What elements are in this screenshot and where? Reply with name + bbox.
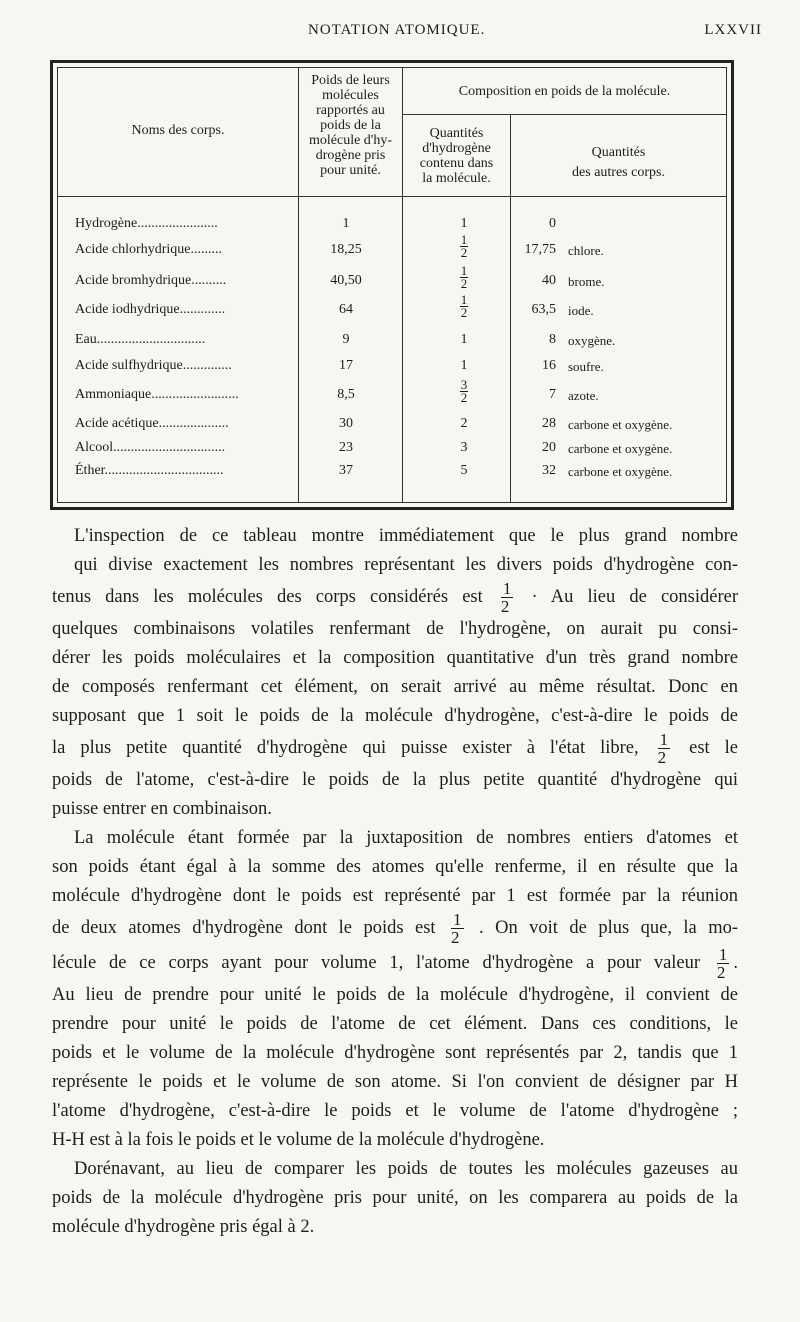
hydrogen-quantity <box>414 234 514 259</box>
table-row <box>58 438 726 460</box>
header-others <box>511 143 726 183</box>
text-line: prendre pour unité le poids de l'atome de cet élément. Dans ces conditions, le <box>52 1014 738 1034</box>
compound-name: Hydrogène....................... <box>75 216 218 231</box>
fraction-one-half <box>658 731 671 766</box>
text-line: poids et le volume de la molécule d'hydrogène sont représentés par 2, tandis que 1 <box>52 1043 738 1063</box>
other-quantity: 7 <box>549 387 556 402</box>
text-segment: . <box>733 952 738 973</box>
other-element-name: iode. <box>568 303 594 318</box>
header-hydrogen-line: Quantités <box>429 126 484 141</box>
molecular-weight: 23 <box>339 440 353 455</box>
molecular-weight: 64 <box>339 302 353 317</box>
other-quantity: 8 <box>549 332 556 347</box>
text-segment: · Au lieu de considérer <box>531 586 738 607</box>
running-title: NOTATION ATOMIQUE. <box>308 22 486 38</box>
text-line: l'atome d'hydrogène, c'est-à-dire le poids et le volume de l'atome d'hydrogène ; <box>52 1101 738 1121</box>
molecular-weight: 17 <box>339 358 353 373</box>
compound-name: Acide sulfhydrique.............. <box>75 358 232 373</box>
header-weight-line: rapportés au <box>316 103 385 118</box>
other-element-name: carbone et oxygène. <box>568 417 673 432</box>
header-names: Noms des corps. <box>131 123 225 138</box>
running-header <box>0 22 800 46</box>
text-line <box>52 580 738 615</box>
header-weight-line: drogène pris <box>315 148 386 163</box>
header-weight-line: molécule d'hy- <box>309 133 392 148</box>
compound-name: Acide bromhydrique.......... <box>75 273 227 288</box>
molecular-weight: 18,25 <box>330 242 362 257</box>
text-line: puisse entrer en combinaison. <box>52 799 272 819</box>
fraction-denominator: 2 <box>657 748 667 767</box>
text-line <box>52 946 738 981</box>
hydrogen-quantity: 3 <box>460 440 468 455</box>
header-hydrogen <box>403 126 510 186</box>
header-weight-line: Poids de leurs <box>311 73 390 88</box>
fraction-one-half <box>451 911 464 946</box>
molecular-weight: 30 <box>339 416 353 431</box>
other-element-name: azote. <box>568 388 599 403</box>
table-row <box>58 414 726 436</box>
hydrogen-fraction <box>460 379 469 404</box>
other-quantity: 0 <box>549 216 556 231</box>
molecular-weight: 9 <box>342 332 350 347</box>
fraction-denominator: 2 <box>460 245 468 260</box>
text-line: son poids étant égal à la somme des atomes qu'elle renferme, il en résulte que la <box>52 857 738 877</box>
other-element-name: brome. <box>568 274 605 289</box>
other-quantity: 63,5 <box>531 302 556 317</box>
molecular-weight: 37 <box>339 463 353 478</box>
header-others-line: Quantités <box>591 145 646 160</box>
fraction-numerator: 1 <box>718 945 728 964</box>
other-element-name: oxygène. <box>568 333 616 348</box>
hydrogen-fraction <box>460 294 469 319</box>
fraction-numerator: 1 <box>460 232 468 247</box>
header-rule <box>58 196 726 197</box>
other-quantity: 20 <box>542 440 556 455</box>
composition-table <box>50 60 734 510</box>
hydrogen-quantity <box>414 294 514 319</box>
table-row <box>58 263 726 293</box>
hydrogen-fraction <box>460 265 469 290</box>
other-quantity: 16 <box>542 358 556 373</box>
header-weight-line: pour unité. <box>320 163 381 178</box>
fraction-denominator: 2 <box>716 963 726 982</box>
paragraph <box>52 522 738 824</box>
table-row <box>58 292 726 322</box>
compound-name: Éther.................................. <box>75 463 224 478</box>
text-segment: lécule de ce corps ayant pour volume 1, l'atome d'hydrogène a pour valeur <box>52 952 701 973</box>
table-row <box>58 356 726 378</box>
other-quantity: 32 <box>542 463 556 478</box>
header-others-line: des autres corps. <box>572 165 665 180</box>
hydrogen-quantity: 5 <box>460 463 468 478</box>
compound-name: Acide iodhydrique............. <box>75 302 226 317</box>
table-row <box>58 330 726 352</box>
other-quantity: 28 <box>542 416 556 431</box>
fraction-numerator: 1 <box>659 730 669 749</box>
text-segment: de deux atomes d'hydrogène dont le poids est <box>52 917 436 938</box>
page-number: LXXVII <box>704 22 762 38</box>
hydrogen-quantity: 1 <box>460 332 468 347</box>
fraction-numerator: 1 <box>460 263 468 278</box>
compound-name: Eau............................... <box>75 332 206 347</box>
header-hydrogen-line: la molécule. <box>422 171 491 186</box>
text-line: représente le poids et le volume de son atome. Si l'on convient de désigner par H <box>52 1072 738 1092</box>
paragraph <box>52 1155 738 1242</box>
text-line: qui divise exactement les nombres représentant les divers poids d'hydrogène con- <box>74 555 738 575</box>
other-element-name: chlore. <box>568 243 604 258</box>
hydrogen-quantity: 1 <box>460 358 468 373</box>
fraction-denominator: 2 <box>460 390 468 405</box>
compound-name: Ammoniaque......................... <box>75 387 239 402</box>
text-line: poids de l'atome, c'est-à-dire le poids de la plus petite quantité d'hydrogène qui <box>52 770 738 790</box>
table-inner-frame <box>57 67 727 503</box>
text-segment: la plus petite quantité d'hydrogène qui puisse exister à l'état libre, <box>52 737 639 758</box>
paragraph <box>52 824 738 1155</box>
text-line: La molécule étant formée par la juxtaposition de nombres entiers d'atomes et <box>74 828 738 848</box>
hydrogen-quantity: 1 <box>460 216 468 231</box>
other-quantity: 40 <box>542 273 556 288</box>
body-text <box>52 522 738 1242</box>
text-line: Au lieu de prendre pour unité le poids de la molécule d'hydrogène, il convient de <box>52 985 738 1005</box>
fraction-denominator: 2 <box>460 305 468 320</box>
text-line: dérer les poids moléculaires et la composition quantitative d'un très grand nombre <box>52 648 738 668</box>
text-line: H-H est à la fois le poids et le volume de la molécule d'hydrogène. <box>52 1130 545 1150</box>
compound-name: Alcool................................ <box>75 440 226 455</box>
hydrogen-quantity: 2 <box>460 416 468 431</box>
molecular-weight: 40,50 <box>330 273 362 288</box>
other-element-name: carbone et oxygène. <box>568 441 673 456</box>
compound-name: Acide acétique.................... <box>75 416 229 431</box>
hydrogen-quantity <box>414 379 514 404</box>
text-line: L'inspection de ce tableau montre immédiatement que le plus grand nombre <box>74 526 738 546</box>
hydrogen-fraction <box>460 234 469 259</box>
other-quantity: 17,75 <box>524 242 556 257</box>
fraction-denominator: 2 <box>460 276 468 291</box>
fraction-one-half <box>717 946 730 981</box>
fraction-numerator: 1 <box>460 292 468 307</box>
header-weight <box>299 73 402 178</box>
other-element-name: carbone et oxygène. <box>568 464 673 479</box>
text-line <box>52 911 738 946</box>
molecular-weight: 1 <box>342 216 350 231</box>
hydrogen-quantity <box>414 265 514 290</box>
header-hydrogen-line: d'hydrogène <box>422 141 491 156</box>
molecular-weight: 8,5 <box>337 387 355 402</box>
header-composition: Composition en poids de la molécule. <box>458 84 671 99</box>
table-row <box>58 377 726 407</box>
composition-rule <box>402 114 726 115</box>
table-row <box>58 214 726 236</box>
header-hydrogen-line: contenu dans <box>419 156 494 171</box>
text-line: molécule d'hydrogène dont le poids est représenté par 1 est formée par la réunion <box>52 886 738 906</box>
fraction-numerator: 1 <box>502 579 512 598</box>
text-segment: est le <box>689 737 739 758</box>
header-weight-line: molécules <box>322 88 379 103</box>
other-element-name: soufre. <box>568 359 604 374</box>
text-line: de composés renfermant cet élément, on serait arrivé au même résultat. Donc en <box>52 677 738 697</box>
table-row <box>58 461 726 483</box>
text-segment: tenus dans les molécules des corps considérés est <box>52 586 483 607</box>
text-line: quelques combinaisons volatiles renfermant de l'hydrogène, on aurait pu consi- <box>52 619 738 639</box>
fraction-one-half <box>501 580 514 615</box>
text-line: poids de la molécule d'hydrogène pris pour unité, on les comparera au poids de la <box>52 1188 738 1208</box>
compound-name: Acide chlorhydrique......... <box>75 242 222 257</box>
fraction-numerator: 3 <box>460 377 468 392</box>
text-line: supposant que 1 soit le poids de la molécule d'hydrogène, c'est-à-dire le poids de <box>52 706 738 726</box>
text-segment: . On voit de plus que, la mo- <box>479 917 739 938</box>
fraction-numerator: 1 <box>453 910 462 929</box>
table-row <box>58 232 726 262</box>
header-weight-line: poids de la <box>320 118 381 133</box>
fraction-denominator: 2 <box>500 597 510 616</box>
fraction-denominator: 2 <box>451 928 460 947</box>
text-line: Dorénavant, au lieu de comparer les poids de toutes les molécules gazeuses au <box>74 1159 738 1179</box>
text-line <box>52 731 738 766</box>
text-line: molécule d'hydrogène pris égal à 2. <box>52 1217 315 1237</box>
